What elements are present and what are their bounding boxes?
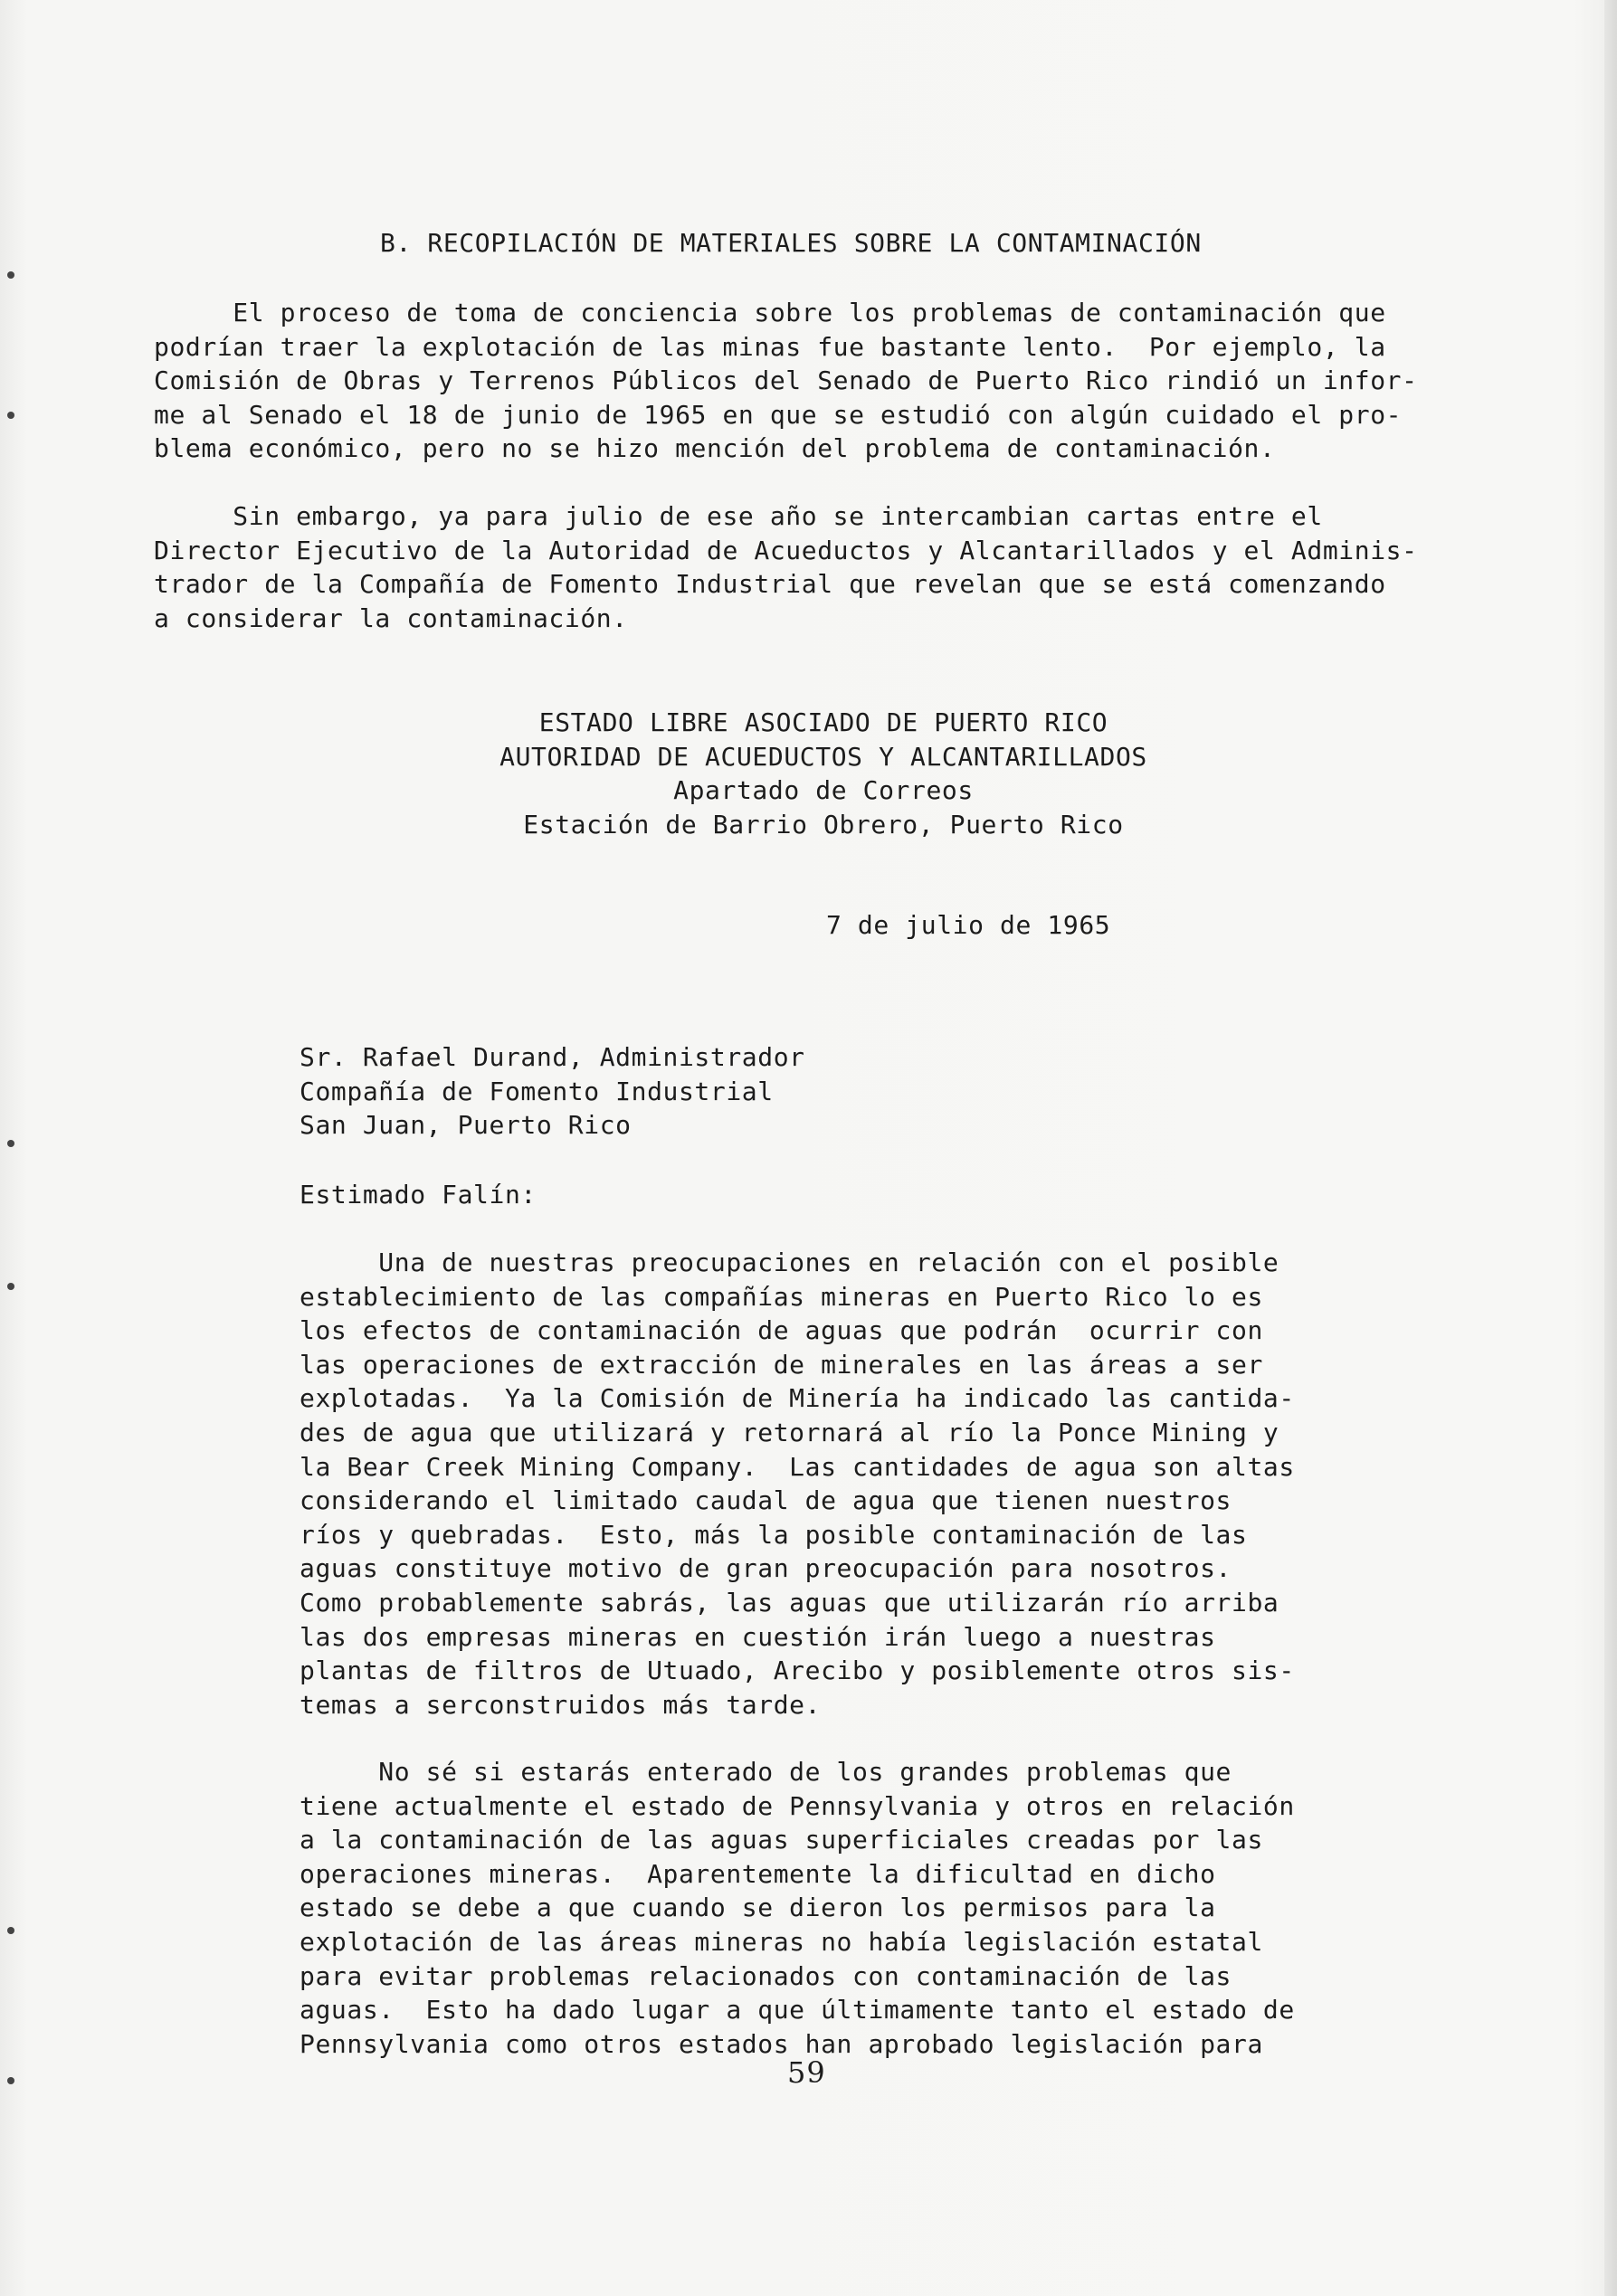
paragraph-line: establecimiento de las compañías mineras en Puerto Rico lo es	[300, 1281, 1263, 1312]
paragraph-line: ríos y quebradas. Esto, más la posible contaminación de las	[300, 1519, 1248, 1550]
letterhead-line: Estación de Barrio Obrero, Puerto Rico	[523, 809, 1124, 840]
paragraph-line: considerando el limitado caudal de agua que tienen nuestros	[300, 1485, 1232, 1516]
paragraph-line: operaciones mineras. Aparentemente la dificultad en dicho	[300, 1858, 1216, 1889]
paragraph-line: Una de nuestras preocupaciones en relación con el posible	[300, 1248, 1279, 1277]
paragraph-line: aguas constituye motivo de gran preocupación para nosotros.	[300, 1553, 1232, 1584]
paragraph-line: Comisión de Obras y Terrenos Públicos del Senado de Puerto Rico rindió un infor-	[154, 365, 1418, 396]
paragraph-line: plantas de filtros de Utuado, Arecibo y posiblemente otros sis-	[300, 1656, 1295, 1686]
second-paragraph	[154, 499, 1418, 635]
page-number: 59	[787, 2055, 826, 2090]
salutation: Estimado Falín:	[300, 1180, 537, 1210]
paragraph-line: me al Senado el 18 de junio de 1965 en que se estudió con algún cuidado el pro-	[154, 399, 1403, 430]
letter-paragraph-2	[300, 1755, 1295, 2061]
binding-hole-mark	[7, 1140, 14, 1147]
paragraph-line: para evitar problemas relacionados con contaminación de las	[300, 1960, 1232, 1991]
paragraph-line: El proceso de toma de conciencia sobre los problemas de contaminación que	[154, 298, 1386, 327]
letterhead-line: ESTADO LIBRE ASOCIADO DE PUERTO RICO	[538, 707, 1108, 737]
paragraph-line: explotación de las áreas mineras no había legislación estatal	[300, 1926, 1263, 1957]
intro-paragraph	[154, 296, 1418, 466]
paragraph-line: Pennsylvania como otros estados han aprobado legislación para	[300, 2028, 1263, 2059]
paragraph-line: Director Ejecutivo de la Autoridad de Acueductos y Alcantarillados y el Adminis-	[154, 535, 1418, 565]
paragraph-line: blema económico, pero no se hizo mención del problema de contaminación.	[154, 433, 1276, 464]
paragraph-line: las dos empresas mineras en cuestión irán luego a nuestras	[300, 1621, 1216, 1652]
address-line: Compañía de Fomento Industrial	[300, 1076, 774, 1106]
paragraph-line: la Bear Creek Mining Company. Las cantidades de agua son altas	[300, 1451, 1295, 1482]
letterhead	[398, 706, 1249, 841]
paragraph-line: Como probablemente sabrás, las aguas que utilizarán río arriba	[300, 1587, 1279, 1618]
paragraph-line: aguas. Esto ha dado lugar a que últimamente tanto el estado de	[300, 1995, 1295, 2026]
letterhead-line: AUTORIDAD DE ACUEDUCTOS Y ALCANTARILLADOS	[499, 741, 1147, 772]
address-line: San Juan, Puerto Rico	[300, 1110, 632, 1141]
paragraph-line: No sé si estarás enterado de los grandes problemas que	[300, 1757, 1232, 1787]
letter-paragraph-1	[300, 1246, 1295, 1722]
letter-date: 7 de julio de 1965	[826, 910, 1111, 940]
paragraph-line: Sin embargo, ya para julio de ese año se intercambian cartas entre el	[154, 501, 1323, 531]
paragraph-line: a la contaminación de las aguas superficiales creadas por las	[300, 1825, 1263, 1855]
paragraph-line: explotadas. Ya la Comisión de Minería ha indicado las cantida-	[300, 1383, 1295, 1414]
binding-hole-mark	[7, 1283, 14, 1290]
binding-hole-mark	[7, 1927, 14, 1934]
paragraph-line: estado se debe a que cuando se dieron los permisos para la	[300, 1893, 1216, 1923]
recipient-address	[300, 1040, 805, 1143]
paragraph-line: las operaciones de extracción de minerales en las áreas a ser	[300, 1349, 1263, 1380]
paragraph-line: des de agua que utilizará y retornará al río la Ponce Mining y	[300, 1417, 1279, 1447]
paragraph-line: temas a serconstruidos más tarde.	[300, 1689, 822, 1720]
letterhead-line: Apartado de Correos	[673, 775, 974, 806]
binding-hole-mark	[7, 271, 14, 279]
binding-hole-mark	[7, 2077, 14, 2084]
section-heading: B. RECOPILACIÓN DE MATERIALES SOBRE LA CONTAMINACIÓN	[380, 228, 1202, 258]
paragraph-line: a considerar la contaminación.	[154, 602, 628, 633]
page-edge-shadow	[1604, 0, 1617, 2296]
binding-hole-mark	[7, 412, 14, 419]
paragraph-line: podrían traer la explotación de las minas fue bastante lento. Por ejemplo, la	[154, 331, 1386, 362]
paragraph-line: tiene actualmente el estado de Pennsylvania y otros en relación	[300, 1790, 1295, 1821]
address-line: Sr. Rafael Durand, Administrador	[300, 1042, 805, 1072]
paragraph-line: los efectos de contaminación de aguas que podrán ocurrir con	[300, 1315, 1263, 1346]
paragraph-line: trador de la Compañía de Fomento Industrial que revelan que se está comenzando	[154, 569, 1386, 600]
